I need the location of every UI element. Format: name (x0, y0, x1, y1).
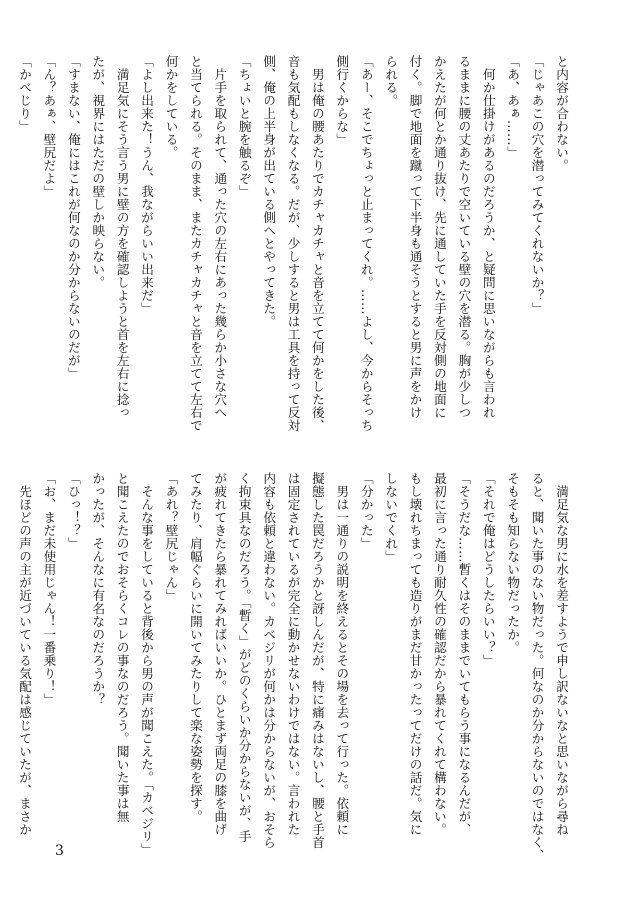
text-line: 擬態した罠だろうかと訝しんだが、特に痛みはないし、腰と手首 (309, 472, 325, 849)
text-line: 内容も依頼と違わない。カベジリが何かは分からないが、おそら (261, 472, 277, 849)
text-block-bottom (12, 472, 573, 862)
text-line: と当てられる。そのまま、またカチャカチャと音を立てて左右で (187, 55, 203, 432)
text-line: てみたり、肩幅ぐらいに開いてみたりして楽な姿勢を探す。 (187, 472, 203, 823)
text-line: 「ん？あぁ、壁尻だよ」 (41, 55, 57, 198)
text-line: 片手を取られて、通った穴の左右にあった幾らか小さな穴へ (212, 55, 228, 419)
text-line: 「お、まだ未使用じゃん！一番乗り！」 (41, 472, 57, 706)
text-line: 何かをしている。 (163, 55, 179, 159)
text-line: 「そうだな……暫くはそのままでいてもらう事になるんだが、 (456, 472, 472, 836)
text-line: 「分かった」 (358, 472, 374, 550)
text-line: 男は俺の腰あたりでカチャカチャと音を立てて何かをした後、 (309, 55, 325, 432)
text-line: 「じゃあこの穴を潜ってみてくれないか？」 (529, 55, 545, 315)
text-line: く拘束具なのだろう。「暫く」がどのくらいか分からないが、手 (236, 472, 252, 843)
text-line: 側、俺の上半身が出ている側へとやってきた。 (261, 55, 277, 328)
text-line: 音も気配もしなくなる。だが、少しすると男は工具を持って反対 (285, 55, 301, 432)
text-line: 側行くからな」 (334, 55, 350, 146)
text-line: 付く。脚で地面を蹴って下半身も通そうとすると男に声をかけ (407, 55, 423, 419)
text-line: と内容が合わない。 (554, 55, 569, 172)
text-block-top (12, 55, 573, 440)
text-line: 「かべじり」 (17, 55, 33, 133)
text-line: られる。 (383, 55, 399, 107)
text-line: 満足気な男に水を差すようで申し訳ないなと思いながら尋ね (554, 472, 569, 836)
text-line: 「ちょいと腕を触るぞ」 (236, 55, 252, 198)
text-line: そんな事をしていると背後から男の声が聞こえた。「カベジリ」 (139, 472, 155, 856)
text-line: 先ほどの声の主が近づいている気配は感じていたが、まさか (17, 472, 33, 836)
text-line: かえたが何とか通り抜け、先に通していた手を反対側の地面に (431, 55, 447, 419)
text-line: 「それで俺はどうしたらいい？」 (480, 472, 496, 667)
text-line: 最初に言った通り耐久性の確認だから暴れてくれて構わない。 (431, 472, 447, 836)
text-line: は固定されているが完全に動かせないわけではない。言われた (285, 472, 301, 836)
page-number: 3 (55, 843, 64, 859)
text-line: 「ひっ！？」 (65, 472, 81, 550)
text-line: が疲れてきたら暴れてみればいいか。ひとまず両足の膝を曲げ (212, 472, 228, 836)
text-line: 「あー、そこでちょっと止まってくれ。……よし、今からそっち (358, 55, 374, 432)
text-line: ると、聞いた事のない物だった。何なのか分からないのではなく、 (529, 472, 545, 862)
text-line: 満足気にそう言う男に壁の方を確認しようと首を左右に捻っ (114, 55, 130, 419)
text-line: しないでくれ」 (383, 472, 399, 563)
text-line: るままに腰の丈あたりで空いている壁の穴を潜る。胸が少しつ (456, 55, 472, 419)
text-line: 男は一通りの説明を終えるとその場を去って行った。依頼に (334, 472, 350, 836)
text-line: かったが、そんなに有名なのだろうか？ (90, 472, 106, 706)
text-line: そもそも知らない物だったか。 (505, 472, 521, 654)
text-line: 何か仕掛けがあるのだろうか、と疑問に思いながらも言われ (480, 55, 496, 419)
text-line: 「あれ？壁尻じゃん」 (163, 472, 179, 602)
text-line: 「よし出来た！うん、我ながらいい出来だ」 (139, 55, 155, 315)
text-line: たが、視界にはただの壁しか映らない。 (90, 55, 106, 289)
text-line: 「あ、あぁ……」 (505, 55, 521, 159)
text-line: と聞こえたのでおそらくコレの事なのだろう。聞いた事は無 (114, 472, 130, 823)
text-line: 「すまない、俺にはこれが何なのか分からないのだが」 (65, 55, 81, 380)
text-line: もし壊れちまっても造りがまだ甘かったってだけの話だ。気に (407, 472, 423, 836)
